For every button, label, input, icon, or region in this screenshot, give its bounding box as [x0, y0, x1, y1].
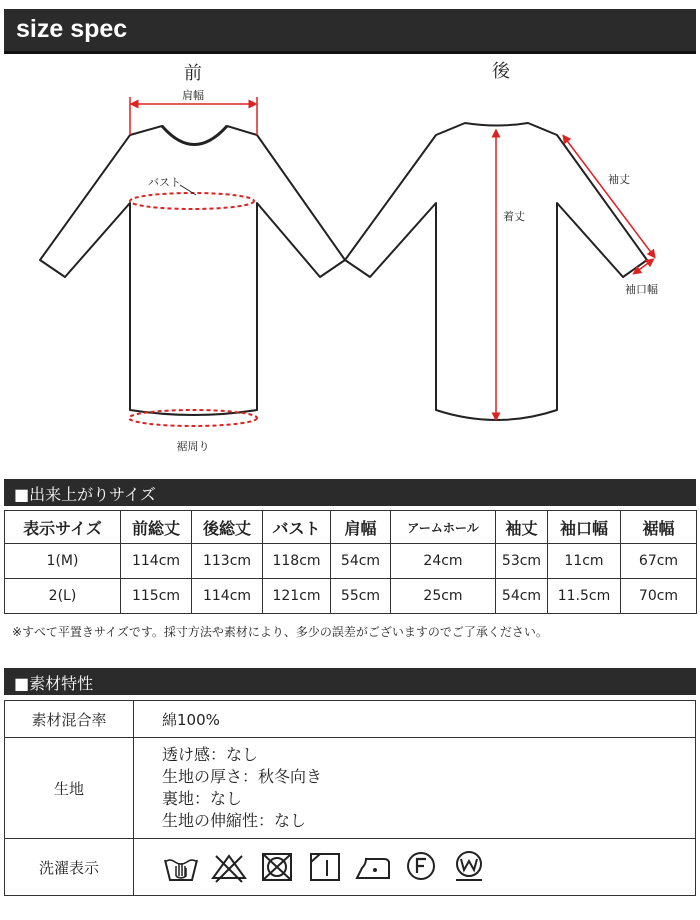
header-back-length: 後総丈 — [192, 511, 263, 544]
header-cuff-width: 袖口幅 — [548, 511, 621, 544]
length-label: 着丈 — [503, 210, 525, 223]
table-cell: 54cm — [331, 544, 391, 579]
material-section-bar — [4, 668, 696, 695]
header-bar — [4, 9, 696, 54]
table-cell: 70cm — [621, 579, 697, 614]
size-section-bar — [4, 479, 696, 506]
table-cell: 114cm — [192, 579, 263, 614]
table-row — [5, 579, 697, 614]
table-cell: 11cm — [548, 544, 621, 579]
blend-label: 素材混合率 — [5, 701, 134, 738]
wet-clean-w-icon — [450, 850, 488, 884]
no-tumble-dry-icon — [258, 850, 296, 884]
material-row-care — [5, 839, 696, 896]
table-cell: 1(M) — [5, 544, 121, 579]
table-cell: 67cm — [621, 544, 697, 579]
table-cell: 114cm — [121, 544, 192, 579]
header-armhole: アームホール — [391, 511, 496, 544]
fabric-lining: 裏地：なし — [162, 789, 243, 808]
size-table-header-row — [5, 511, 697, 544]
fabric-stretch: 生地の伸縮性：なし — [162, 811, 307, 830]
table-cell: 24cm — [391, 544, 496, 579]
page-title: size spec — [16, 15, 128, 43]
measurement-note: ※すべて平置きサイズです。採寸方法や素材により、多少の誤差がございますのでご了承ください。 — [12, 625, 548, 639]
care-label: 洗濯表示 — [5, 839, 134, 896]
line-dry-shade-icon — [306, 850, 344, 884]
cuff-label: 袖口幅 — [625, 283, 658, 296]
table-cell: 25cm — [391, 579, 496, 614]
size-table — [4, 510, 697, 614]
bust-label: バスト — [148, 176, 181, 189]
header-sleeve-length: 袖丈 — [496, 511, 548, 544]
fabric-label: 生地 — [5, 738, 134, 839]
care-icon-list — [162, 850, 694, 884]
table-cell: 2(L) — [5, 579, 121, 614]
table-cell: 118cm — [263, 544, 331, 579]
material-row-blend — [5, 701, 696, 738]
table-cell: 115cm — [121, 579, 192, 614]
no-bleach-icon — [210, 850, 248, 884]
header-front-length: 前総丈 — [121, 511, 192, 544]
header-shoulder: 肩幅 — [331, 511, 391, 544]
fabric-thickness: 生地の厚さ：秋冬向き — [162, 767, 323, 786]
header-display-size: 表示サイズ — [5, 511, 121, 544]
blend-value: 綿100% — [134, 701, 696, 738]
fabric-transparency: 透け感：なし — [162, 745, 259, 764]
hem-label: 裾周り — [176, 440, 210, 453]
front-garment — [40, 126, 345, 415]
material-section-title: ■素材特性 — [14, 674, 94, 693]
front-label: 前 — [184, 63, 202, 84]
dry-clean-f-icon — [402, 850, 440, 884]
care-values — [134, 839, 696, 896]
table-cell: 53cm — [496, 544, 548, 579]
table-cell: 121cm — [263, 579, 331, 614]
table-cell: 11.5cm — [548, 579, 621, 614]
table-cell: 54cm — [496, 579, 548, 614]
header-hem-width: 裾幅 — [621, 511, 697, 544]
table-cell: 113cm — [192, 544, 263, 579]
sleeve-label: 袖丈 — [608, 173, 630, 186]
header-bust: バスト — [263, 511, 331, 544]
material-table — [4, 700, 696, 896]
table-row — [5, 544, 697, 579]
low-iron-icon — [354, 850, 392, 884]
shoulder-label: 肩幅 — [182, 89, 204, 102]
table-cell: 55cm — [331, 579, 391, 614]
garment-diagram — [0, 55, 700, 470]
fabric-values — [134, 738, 696, 839]
hand-wash-icon — [162, 850, 200, 884]
material-row-fabric — [5, 738, 696, 839]
size-section-title: ■出来上がりサイズ — [14, 485, 156, 504]
back-label: 後 — [492, 61, 510, 82]
